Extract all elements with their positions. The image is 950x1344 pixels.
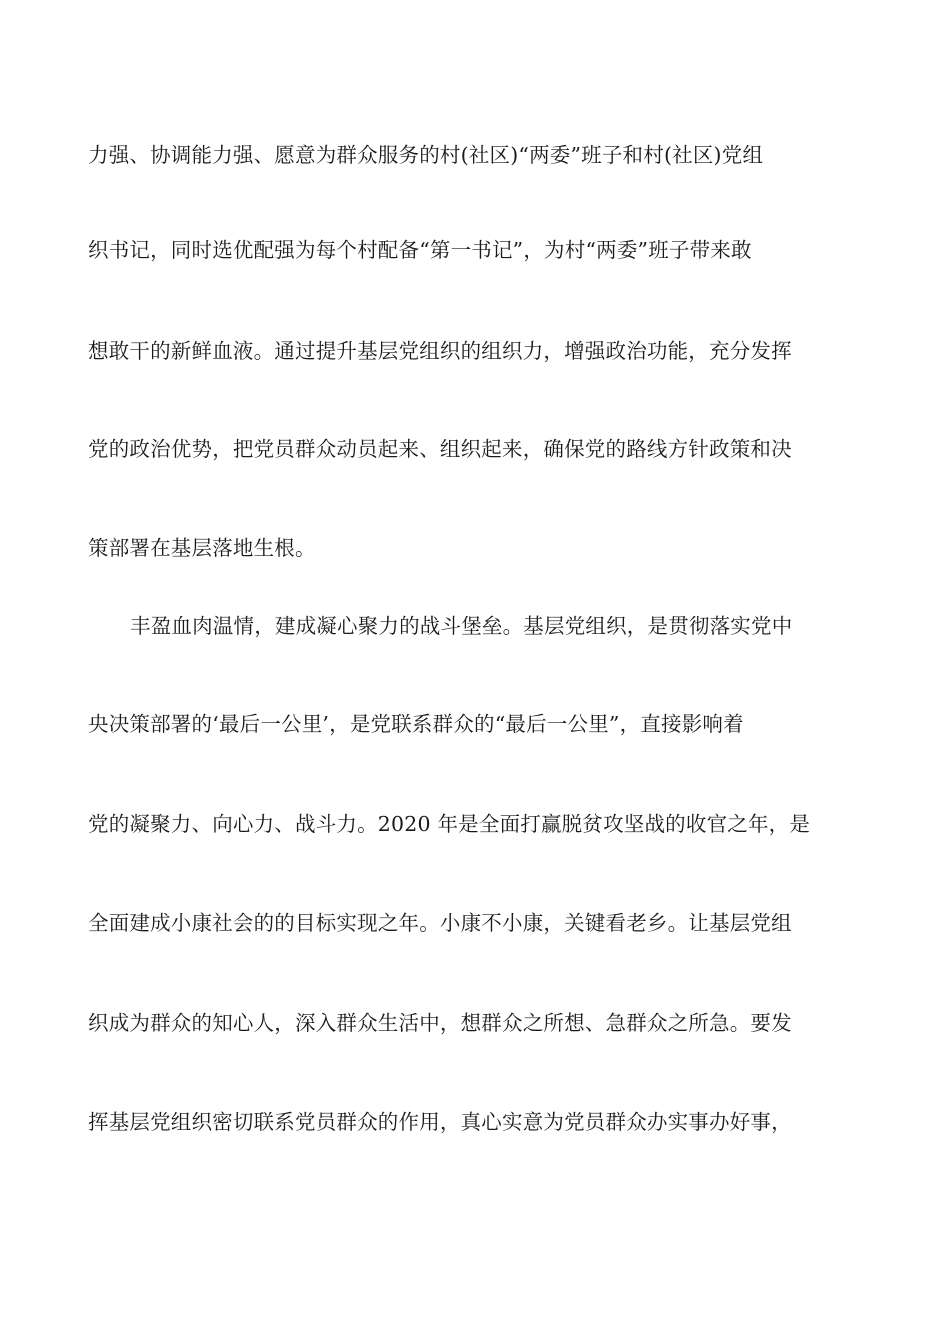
text-line: 织成为群众的知心人，深入群众生活中，想群众之所想、急群众之所急。要发	[88, 1011, 792, 1035]
text-line: 想敢干的新鲜血液。通过提升基层党组织的组织力，增强政治功能，充分发挥	[88, 339, 792, 363]
text-line: 力强、协调能力强、愿意为群众服务的村(社区)“两委”班子和村(社区)党组	[88, 143, 764, 167]
text-line: 全面建成小康社会的的目标实现之年。小康不小康，关键看老乡。让基层党组	[88, 911, 792, 935]
text-line: 党的凝聚力、向心力、战斗力。2020 年是全面打赢脱贫攻坚战的收官之年，是	[88, 812, 811, 836]
text-line: 策部署在基层落地生根。	[88, 536, 316, 560]
text-line: 党的政治优势，把党员群众动员起来、组织起来，确保党的路线方针政策和决	[88, 437, 792, 461]
text-line: 挥基层党组织密切联系党员群众的作用，真心实意为党员群众办实事办好事，	[88, 1110, 792, 1134]
text-line: 丰盈血肉温情，建成凝心聚力的战斗堡垒。基层党组织，是贯彻落实党中	[130, 614, 793, 638]
text-line: 央决策部署的‘最后一公里’，是党联系群众的“最后一公里”，直接影响着	[88, 712, 744, 736]
text-line: 织书记，同时选优配强为每个村配备“第一书记”，为村“两委”班子带来敢	[88, 238, 752, 262]
